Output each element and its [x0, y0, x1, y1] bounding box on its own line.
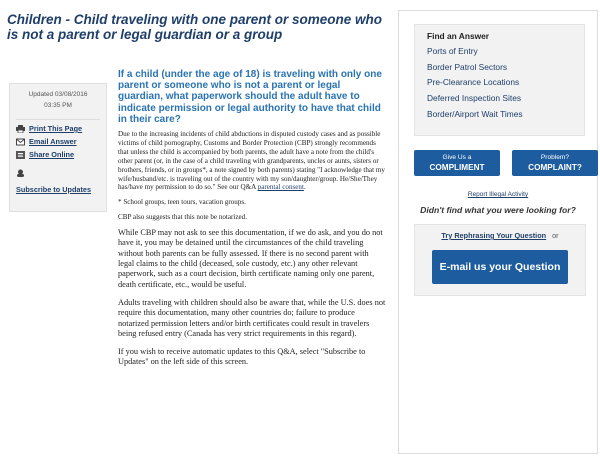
complaint-button-line1: Problem?	[540, 154, 570, 161]
compliment-button[interactable]	[414, 150, 500, 176]
border-patrol-sectors-link[interactable]: Border Patrol Sectors	[427, 61, 508, 72]
share-online-label: Share Online	[29, 150, 75, 159]
answer-paragraph	[118, 130, 386, 192]
rephrase-row	[415, 231, 585, 240]
subscribe-updates-link[interactable]: Subscribe to Updates	[16, 185, 92, 194]
answer-paragraph: Adults traveling with children should also be aware that, while the U.S. does not require this documentation, many other countries do; failure to produce notarized permission letters and/or birth certificates could result in travelers being refused entry (Canada has very strict requirements in this regard).	[118, 297, 386, 338]
share-online-link[interactable]	[16, 150, 100, 159]
updated-time: 03:35 PM	[44, 102, 72, 109]
wait-times-link[interactable]: Border/Airport Wait Times	[427, 108, 523, 119]
answer-paragraph-text: Due to the increasing incidents of child abductions in disputed custody cases and as possible victims of child pornography, Customs and Border Protection (CBP) strongly recommends that unless the child is accompanied by both parents, the adult have a note from the child's other parent (or, in the case of a child traveling with grandparents, uncles or aunts, sisters or brothers, friends, or in groups*, a note signed by both parents) stating "I acknowledge that my wife/husband/etc. is traveling out of the country with my son/daughter/group. He/She/They has/have my permission to do so." See our Q&A	[118, 130, 385, 192]
parental-consent-link[interactable]: parental consent	[257, 183, 304, 192]
email-answer-label: Email Answer	[29, 137, 77, 146]
page-title: Children - Child traveling with one parent or someone who is not a parent or legal guardian or a group	[7, 12, 383, 42]
find-answer-heading: Find an Answer	[427, 31, 490, 41]
notification-icon-wrap	[16, 169, 100, 177]
meta-divider	[16, 119, 100, 120]
print-page-link[interactable]	[16, 124, 100, 133]
answer-paragraph: While CBP may not ask to see this documentation, if we do ask, and you do not have it, you may be detained until the circumstances of the child traveling without both parents can be fully assessed. If there is no second parent with legal claims to the child (deceased, sole custody, etc.) any other relevant paperwork, such as a court decision, birth certificate naming only one parent, death certificate, etc., would be useful.	[118, 228, 383, 289]
right-sidebar	[398, 10, 598, 454]
article-meta-panel	[9, 83, 107, 212]
complaint-button-line2: COMPLAINT?	[528, 163, 582, 172]
email-question-button[interactable]: E-mail us your Question	[432, 250, 568, 284]
answer-paragraph: If you wish to receive automatic updates to this Q&A, select "Subscribe to Updates" on the left side of this screen.	[118, 347, 366, 367]
envelope-icon	[16, 138, 25, 146]
complaint-button[interactable]	[512, 150, 598, 176]
email-question-box	[414, 224, 586, 296]
notification-icon	[16, 169, 25, 177]
email-answer-link[interactable]	[16, 137, 100, 146]
rephrase-question-link[interactable]: Try Rephrasing Your Question	[441, 231, 547, 240]
print-page-label: Print This Page	[29, 124, 83, 133]
compliment-button-line1: Give Us a	[442, 154, 472, 161]
or-text: or	[552, 231, 559, 240]
updated-info	[10, 84, 106, 111]
answer-paragraph: CBP also suggests that this note be notarized.	[118, 213, 247, 222]
answer-paragraph-end: .	[303, 183, 306, 192]
answer-body	[118, 130, 386, 376]
updated-date: Updated 03/08/2016	[28, 91, 88, 98]
report-illegal-activity-link[interactable]: Report Illegal Activity	[467, 191, 529, 198]
deferred-inspection-sites-link[interactable]: Deferred Inspection Sites	[427, 93, 522, 104]
compliment-button-line2: COMPLIMENT	[429, 163, 485, 172]
question-heading: If a child (under the age of 18) is traveling with only one parent or someone who is not a parent or legal guardian, what paperwork should the adult have to indicate permission or legal authority to have that child in their care?	[118, 69, 382, 125]
ports-of-entry-link[interactable]: Ports of Entry	[427, 46, 478, 56]
printer-icon	[16, 125, 25, 133]
share-icon	[16, 151, 25, 159]
didnt-find-text: Didn't find what you were looking for?	[420, 205, 576, 215]
pre-clearance-locations-link[interactable]: Pre-Clearance Locations	[427, 77, 520, 88]
find-answer-box	[414, 24, 585, 136]
answer-footnote: * School groups, teen tours, vacation groups.	[118, 198, 246, 207]
